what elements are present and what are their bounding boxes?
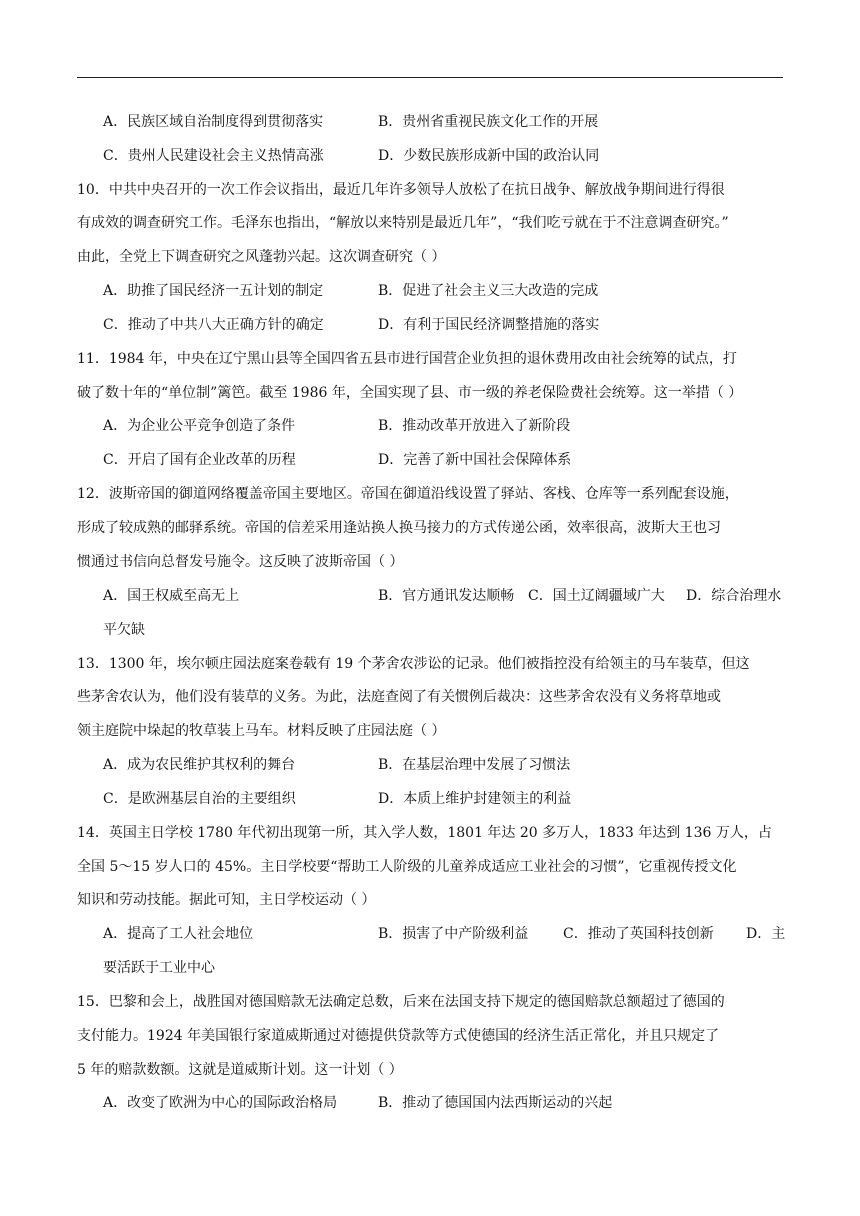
q11-option-b[interactable]: B．推动改革开放进入了新阶段 bbox=[378, 418, 571, 434]
q11-stem-line2: 破了数十年的“单位制”篱笆。截至 1986 年，全国实现了县、市一级的养老保险费社会统筹。这一举措（ ） bbox=[77, 385, 743, 401]
q12-option-c[interactable]: C．国土辽阔疆域广大 bbox=[528, 588, 665, 604]
q13-option-d[interactable]: D．本质上维护封建领主的利益 bbox=[378, 791, 572, 807]
q11-option-a[interactable]: A．为企业公平竞争创造了条件 bbox=[103, 418, 296, 434]
q15-stem-line2: 支付能力。1924 年美国银行家道威斯通过对德提供贷款等方式使德国的经济生活正常化，并且只规定了 bbox=[77, 1028, 720, 1044]
q14-stem-line3: 知识和劳动技能。据此可知，主日学校运动（ ） bbox=[77, 892, 376, 908]
q15-option-a[interactable]: A．改变了欧洲为中心的国际政治格局 bbox=[103, 1095, 338, 1111]
q12-stem-line3: 惯通过书信向总督发号施令。这反映了波斯帝国（ ） bbox=[77, 554, 404, 570]
q13-stem-line2: 些茅舍农认为，他们没有装草的义务。为此，法庭查阅了有关惯例后裁决：这些茅舍农没有义务将草地或 bbox=[77, 689, 721, 705]
q12-stem-line2: 形成了较成熟的邮驿系统。帝国的信差采用逢站换人换马接力的方式传递公函，效率很高，波斯大王也习 bbox=[77, 520, 721, 536]
q10-option-a[interactable]: A．助推了国民经济一五计划的制定 bbox=[103, 283, 324, 299]
q14-option-c[interactable]: C．推动了英国科技创新 bbox=[563, 926, 714, 942]
q12-option-a[interactable]: A．国王权威至高无上 bbox=[103, 588, 240, 604]
q9-option-a[interactable]: A．民族区域自治制度得到贯彻落实 bbox=[103, 114, 324, 130]
q10-stem-line2: 有成效的调查研究工作。毛泽东也指出，“解放以来特别是最近几年”，“我们吃亏就在于不注意调查研究。” bbox=[77, 215, 729, 231]
q10-option-c[interactable]: C．推动了中共八大正确方针的确定 bbox=[103, 317, 324, 333]
q9-option-b[interactable]: B．贵州省重视民族文化工作的开展 bbox=[378, 114, 599, 130]
q14-option-b[interactable]: B．损害了中产阶级利益 bbox=[378, 926, 529, 942]
q14-stem-line2: 全国 5～15 岁人口的 45%。主日学校要“帮助工人阶级的儿童养成适应工业社会的习惯”，它重视传授文化 bbox=[77, 859, 737, 875]
q12-stem-line1: 12．波斯帝国的御道网络覆盖帝国主要地区。帝国在御道沿线设置了驿站、客栈、仓库等一系列配套设施， bbox=[77, 486, 739, 502]
q11-stem-line1: 11．1984 年，中央在辽宁黑山县等全国四省五县市进行国营企业负担的退休费用改由社会统筹的试点，打 bbox=[77, 351, 737, 367]
q13-option-c[interactable]: C．是欧洲基层自治的主要组织 bbox=[103, 791, 296, 807]
q15-stem-line1: 15．巴黎和会上，战胜国对德国赔款无法确定总数，后来在法国支持下规定的德国赔款总额超过了德国的 bbox=[77, 994, 725, 1010]
q12-option-d-part2[interactable]: 平欠缺 bbox=[103, 622, 145, 638]
header-rule bbox=[77, 77, 783, 78]
q13-option-b[interactable]: B．在基层治理中发展了习惯法 bbox=[378, 757, 571, 773]
q14-option-d-part1[interactable]: D．主 bbox=[746, 926, 786, 942]
q11-option-d[interactable]: D．完善了新中国社会保障体系 bbox=[378, 452, 572, 468]
q15-option-b[interactable]: B．推动了德国国内法西斯运动的兴起 bbox=[378, 1095, 613, 1111]
q10-stem-line3: 由此，全党上下调查研究之风蓬勃兴起。这次调查研究（ ） bbox=[77, 249, 446, 265]
q9-option-d[interactable]: D．少数民族形成新中国的政治认同 bbox=[378, 148, 600, 164]
q13-option-a[interactable]: A．成为农民维护其权利的舞台 bbox=[103, 757, 296, 773]
q14-option-d-part2[interactable]: 要活跃于工业中心 bbox=[103, 960, 215, 976]
q9-option-c[interactable]: C．贵州人民建设社会主义热情高涨 bbox=[103, 148, 324, 164]
q13-stem-line3: 领主庭院中垛起的牧草装上马车。材料反映了庄园法庭（ ） bbox=[77, 723, 446, 739]
q11-option-c[interactable]: C．开启了国有企业改革的历程 bbox=[103, 452, 296, 468]
q13-stem-line1: 13．1300 年，埃尔顿庄园法庭案卷载有 19 个茅舍农涉讼的记录。他们被指控没有给领主的马车装草，但这 bbox=[77, 656, 750, 672]
q15-stem-line3: 5 年的赔款数额。这就是道威斯计划。这一计划（ ） bbox=[77, 1062, 403, 1078]
q14-option-a[interactable]: A．提高了工人社会地位 bbox=[103, 926, 254, 942]
q14-stem-line1: 14．英国主日学校 1780 年代初出现第一所，其入学人数，1801 年达 20 多万人，1833 年达到 136 万人，占 bbox=[77, 825, 772, 841]
q10-stem-line1: 10．中共中央召开的一次工作会议指出，最近几年许多领导人放松了在抗日战争、解放战争期间进行得很 bbox=[77, 182, 725, 198]
q12-option-d-part1[interactable]: D．综合治理水 bbox=[686, 588, 782, 604]
q10-option-b[interactable]: B．促进了社会主义三大改造的完成 bbox=[378, 283, 599, 299]
q10-option-d[interactable]: D．有利于国民经济调整措施的落实 bbox=[378, 317, 600, 333]
q12-option-b[interactable]: B．官方通讯发达顺畅 bbox=[378, 588, 515, 604]
